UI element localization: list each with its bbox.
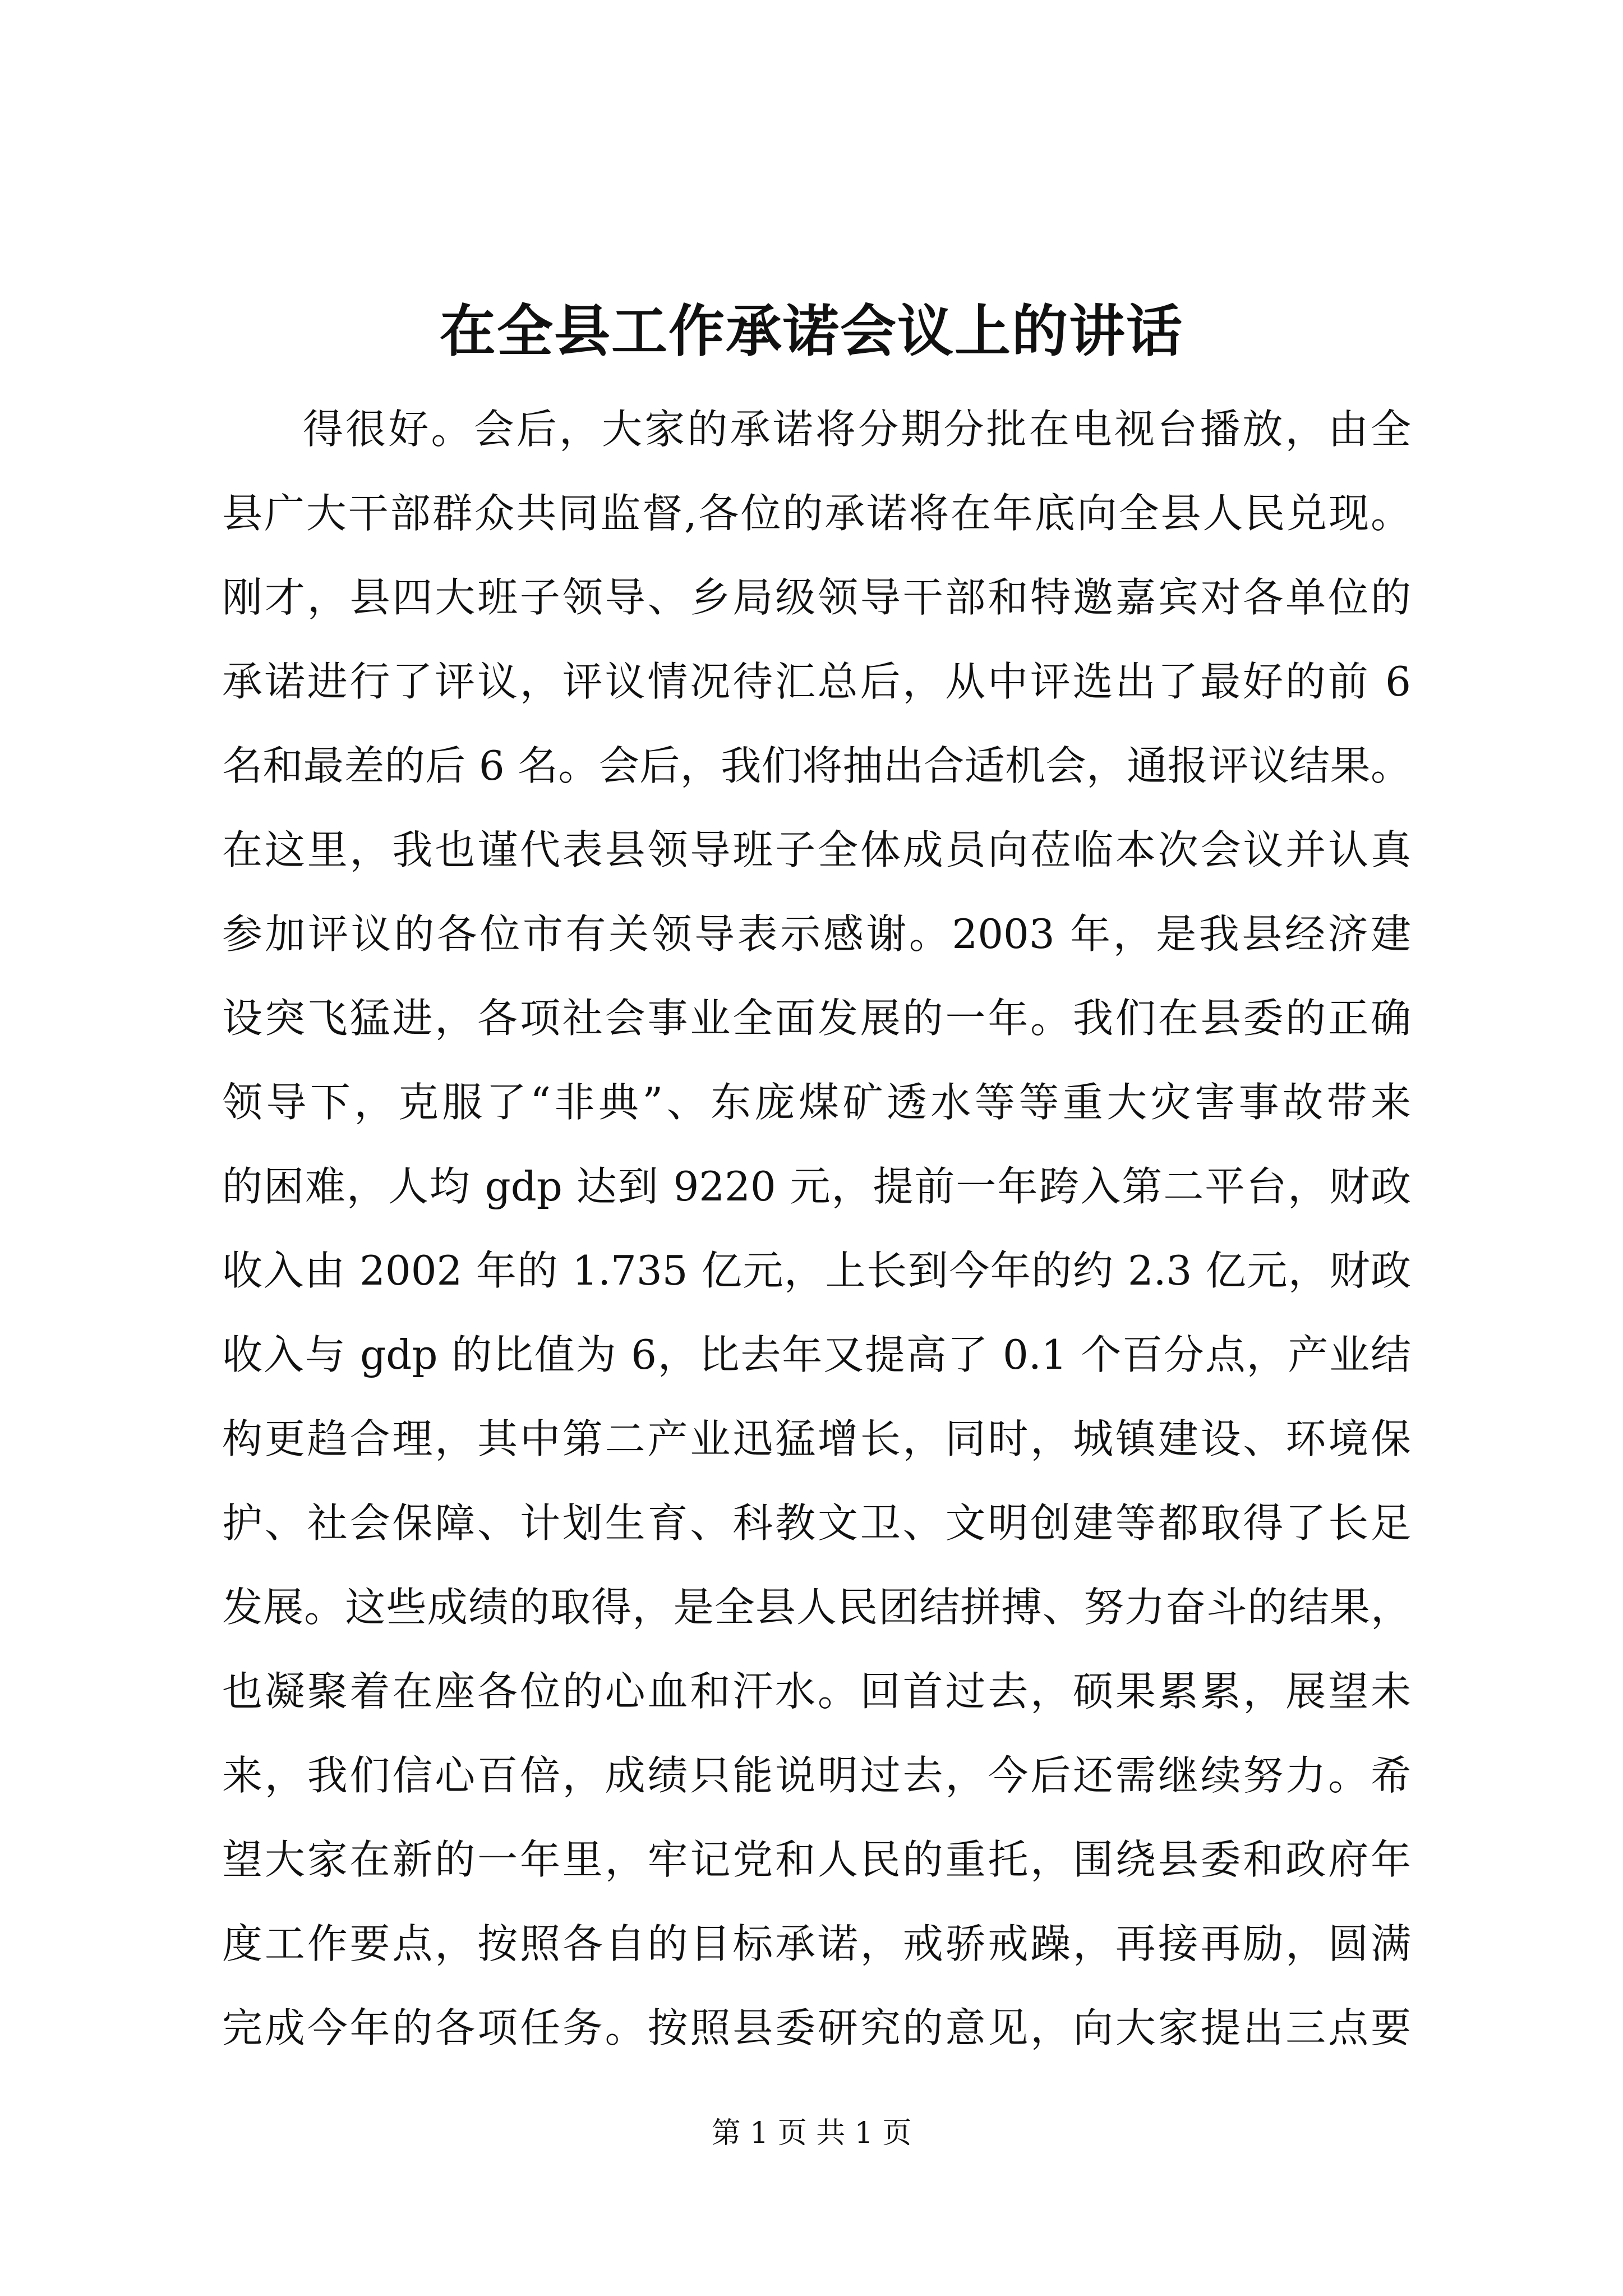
body-line: 在这里，我也谨代表县领导班子全体成员向莅临本次会议并认真 xyxy=(222,826,1411,873)
body-line: 名和最差的后 6 名。会后，我们将抽出合适机会，通报评议结果。 xyxy=(222,742,1411,789)
body-line: 望大家在新的一年里，牢记党和人民的重托，围绕县委和政府年 xyxy=(222,1836,1411,1883)
body-line: 的困难，人均 gdp 达到 9220 元，提前一年跨入第二平台，财政 xyxy=(222,1163,1411,1210)
body-line: 参加评议的各位市有关领导表示感谢。2003 年，是我县经济建 xyxy=(222,910,1411,958)
body-line: 护、社会保障、计划生育、科教文卫、文明创建等都取得了长足 xyxy=(222,1499,1411,1547)
body-line: 刚才，县四大班子领导、乡局级领导干部和特邀嘉宾对各单位的 xyxy=(222,574,1411,621)
body-line: 收入与 gdp 的比值为 6，比去年又提高了 0.1 个百分点，产业结 xyxy=(222,1331,1411,1378)
document-title: 在全县工作承诺会议上的讲话 xyxy=(440,298,1183,364)
body-line: 来，我们信心百倍，成绩只能说明过去，今后还需继续努力。希 xyxy=(222,1752,1411,1799)
body-line: 构更趋合理，其中第二产业迅猛增长，同时，城镇建设、环境保 xyxy=(222,1415,1411,1462)
body-line: 领导下，克服了“非典”、东庞煤矿透水等等重大灾害事故带来 xyxy=(222,1079,1411,1126)
body-line: 度工作要点，按照各自的目标承诺，戒骄戒躁，再接再励，圆满 xyxy=(222,1920,1411,1967)
body-line: 完成今年的各项任务。按照县委研究的意见，向大家提出三点要 xyxy=(222,2004,1411,2051)
body-line: 承诺进行了评议，评议情况待汇总后，从中评选出了最好的前 6 xyxy=(222,658,1411,705)
body-line: 发展。这些成绩的取得，是全县人民团结拼搏、努力奋斗的结果， xyxy=(222,1584,1411,1631)
body-line: 收入由 2002 年的 1.735 亿元，上长到今年的约 2.3 亿元，财政 xyxy=(222,1247,1411,1294)
body-line: 也凝聚着在座各位的心血和汗水。回首过去，硕果累累，展望未 xyxy=(222,1668,1411,1715)
body-text xyxy=(222,387,1411,2070)
body-line: 设突飞猛进，各项社会事业全面发展的一年。我们在县委的正确 xyxy=(222,995,1411,1042)
page-footer: 第 1 页 共 1 页 xyxy=(711,2116,912,2150)
body-line: 县广大干部群众共同监督,各位的承诺将在年底向全县人民兑现。 xyxy=(222,490,1411,537)
body-line: 得很好。会后，大家的承诺将分期分批在电视台播放，由全 xyxy=(303,406,1411,453)
